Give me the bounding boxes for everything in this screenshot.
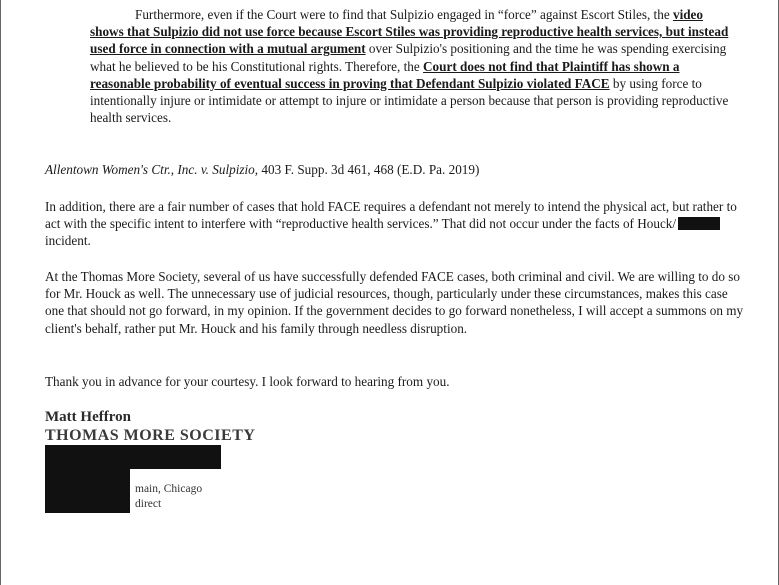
citation-case-name: Allentown Women's Ctr., Inc. v. Sulpizio, bbox=[45, 162, 259, 177]
paragraph-specific-intent bbox=[45, 198, 750, 250]
redaction-block-phones bbox=[45, 469, 130, 513]
phone-main-label: main, Chicago bbox=[135, 483, 203, 495]
phone-direct-label: direct bbox=[135, 498, 162, 510]
signature-name: Matt Heffron bbox=[45, 409, 131, 425]
signature-organization: THOMAS MORE SOCIETY bbox=[45, 427, 256, 444]
quote-tail: by using force to intentionally injure or intimidate or attempt to injure or intimidate a person because that person is providing reproductive health services. bbox=[90, 75, 729, 126]
quote-lead: Furthermore, even if the Court were to find that Sulpizio engaged in “force” against Escort Stiles, the bbox=[135, 7, 673, 22]
block-quote bbox=[90, 6, 740, 126]
paragraph-closing: Thank you in advance for your courtesy. I look forward to hearing from you. bbox=[45, 374, 450, 389]
paragraph-thomas-more: At the Thomas More Society, several of us have successfully defended FACE cases, both criminal and civil. We are willing to do so for Mr. Houck as well. The unnecessary use of judicial resources, though, particularly under these circumstances, makes this case one that should not go forward, in my opinion. If the government decides to go forward nonetheless, I will accept a summons on my client's behalf, rather put Mr. Houck and his family through needless disruption. bbox=[45, 269, 744, 336]
citation-reporter: 403 F. Supp. 3d 461, 468 (E.D. Pa. 2019) bbox=[261, 162, 480, 177]
contact-labels bbox=[135, 482, 202, 512]
quote-underline-1: video shows that Sulpizio did not use force because Escort Stiles was providing reproductive health services, but instead used force in connection with a mutual argument bbox=[90, 7, 729, 57]
quote-mid: over Sulpizio's positioning and the time he was spending exercising what he believed to be his Constitutional rights. Therefore, the bbox=[90, 41, 727, 74]
paragraph-1-text: In addition, there are a fair number of cases that hold FACE requires a defendant not merely to intend the physical act, but rather to act with the specific intent to interfere with “reproductive health services.” That did not occur under the facts of Houck/ bbox=[45, 199, 737, 232]
case-citation bbox=[45, 161, 745, 178]
redaction-block-email bbox=[45, 445, 221, 469]
paragraph-1-tail: incident. bbox=[45, 233, 91, 249]
quote-underline-2: Court does not find that Plaintiff has shown a reasonable probability of eventual success in proving that Defendant Sulpizio violated FACE bbox=[90, 58, 680, 91]
redaction-inline bbox=[678, 217, 720, 230]
